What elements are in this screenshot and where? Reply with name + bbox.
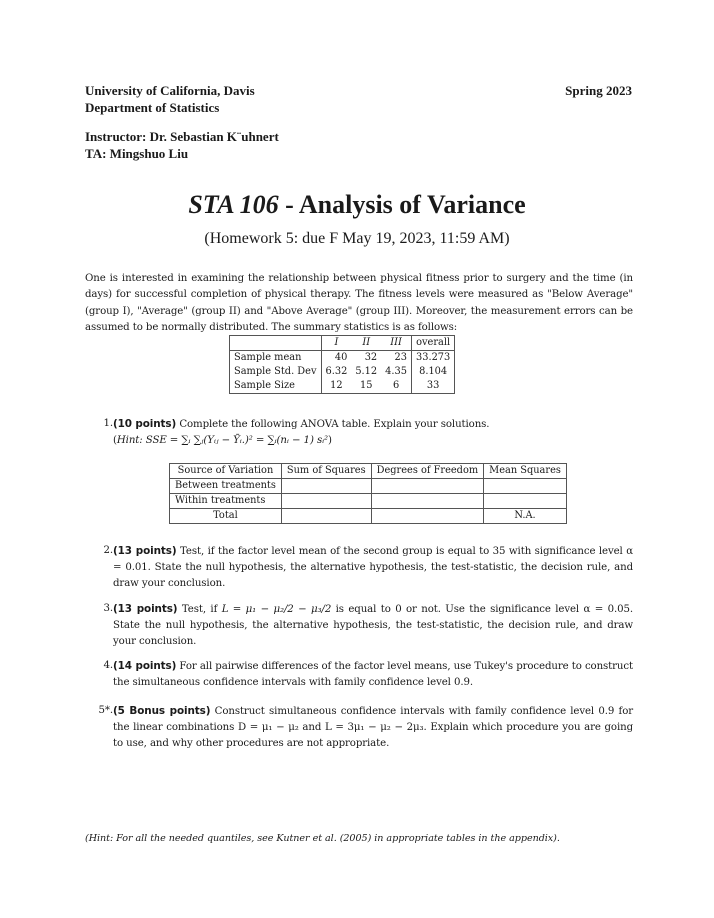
column-header: II (351, 336, 381, 351)
column-header: overall (411, 336, 454, 351)
question-number: 1. (103, 418, 113, 429)
table-cell (281, 509, 371, 524)
department-name: Department of Statistics (85, 100, 220, 115)
footer-hint: (Hint: For all the needed quantiles, see Kutner et al. (2005) in appropriate tables in the appendix). (85, 833, 560, 844)
header-left (85, 82, 255, 116)
anova-table (169, 463, 567, 524)
question-text-a: Test, if (181, 604, 222, 615)
question-points: (5 Bonus points) (113, 705, 211, 717)
table-cell (484, 479, 567, 494)
question-2 (85, 543, 633, 592)
table-corner (230, 336, 322, 351)
table-cell: 6.32 (325, 366, 348, 377)
row-label: Between treatments (170, 479, 282, 494)
course-name: Analysis of Variance (298, 190, 526, 219)
homework-subtitle: (Homework 5: due F May 19, 2023, 11:59 AM) (204, 230, 510, 247)
column-header: Source of Variation (170, 464, 282, 479)
term-label: Spring 2023 (565, 83, 632, 98)
question-points: (13 points) (113, 603, 178, 615)
column-header: Degrees of Freedom (371, 464, 484, 479)
table-cell (371, 509, 484, 524)
table-row (230, 351, 455, 366)
table-header-row (170, 464, 567, 479)
table-cell: 6 (381, 379, 411, 394)
table-cell: 33.273 (411, 351, 454, 366)
instructor-name: Instructor: Dr. Sebastian K¨uhnert (85, 129, 279, 144)
course-code: STA 106 (188, 190, 279, 219)
header-staff (85, 128, 279, 162)
ta-name: TA: Mingshuo Liu (85, 146, 189, 161)
table-cell (371, 494, 484, 509)
hint-formula: SSE = ∑ᵢ ∑ⱼ(Yᵢⱼ − Ȳᵢ.)² = ∑ᵢ(nᵢ − 1) sᵢ² (145, 435, 329, 446)
question-points: (14 points) (113, 660, 177, 672)
column-header: III (381, 336, 411, 351)
title-dash: - (278, 190, 299, 219)
table-cell: 4.35 (381, 365, 411, 379)
question-formula: L = μ₁ − μ₂/2 − μ₃/2 (221, 604, 332, 615)
question-4 (85, 658, 633, 691)
table-cell: 15 (351, 379, 381, 394)
table-row (230, 379, 455, 394)
table-cell: 33 (411, 379, 454, 394)
question-5-bonus (85, 703, 633, 752)
question-3 (85, 601, 633, 650)
row-label: Within treatments (170, 494, 282, 509)
question-text: Construct simultaneous confidence intervals with family confidence level 0.9 for the linear combinations D = μ₁ − μ₂ and L = 3μ₁ − μ₂ − 2μ₃. Explain which procedure you are going to use, and why other procedures are not appropriate. (113, 706, 633, 749)
question-number: 5*. (98, 705, 113, 716)
question-points: (13 points) (113, 545, 177, 557)
column-header: Mean Squares (484, 464, 567, 479)
table-cell (281, 494, 371, 509)
question-text: For all pairwise differences of the factor level means, use Tukey's procedure to construct the simultaneous confidence intervals with family confidence level 0.9. (113, 661, 633, 688)
row-label: Sample Std. Dev (230, 365, 322, 379)
summary-statistics-table (229, 335, 455, 394)
column-header: Sum of Squares (281, 464, 371, 479)
question-number: 4. (103, 660, 113, 671)
row-label: Total (170, 509, 282, 524)
page-title (0, 190, 714, 220)
table-cell: 40 (321, 351, 351, 366)
table-cell: 32 (351, 351, 381, 366)
question-text-b: is equal to 0 or not. Use the significance level α = 0.05. State the null hypothesis, the alternative hypothesis, the test-statistic, the decision rule, and draw your conclusion. (113, 604, 634, 647)
row-label: Sample mean (230, 351, 322, 366)
table-cell (371, 479, 484, 494)
table-cell: 12 (321, 379, 351, 394)
question-number: 3. (103, 603, 113, 614)
table-cell: 8.104 (411, 365, 454, 379)
university-name: University of California, Davis (85, 83, 255, 98)
question-points: (10 points) (113, 418, 177, 430)
table-cell (484, 494, 567, 509)
table-cell: 23 (381, 351, 411, 366)
table-row (170, 494, 567, 509)
row-label: Sample Size (230, 379, 322, 394)
question-1: 1. (10 points) Complete the following ANOVA table. Explain your solutions. (Hint: SSE = ∑ᵢ ∑ⱼ(Yᵢⱼ − Ȳᵢ.)² = ∑ᵢ(nᵢ − 1) sᵢ²) (85, 416, 633, 449)
question-number: 2. (103, 545, 113, 556)
hint-close: ) (328, 435, 332, 446)
problem-intro: One is interested in examining the relationship between physical fitness prior to surgery and the time (in days) for successful completion of physical therapy. The fitness levels were measured as "Below Average" (group I), "Average" (group II) and "Above Average" (group III). Moreover, the measurement errors can be assumed to be normally distributed. The summary statistics is as follows: (85, 273, 633, 333)
question-text: Test, if the factor level mean of the second group is equal to 35 with significance level α = 0.01. State the null hypothesis, the alternative hypothesis, the test-statistic, the decision rule, and draw your conclusion. (113, 546, 633, 589)
table-cell (281, 479, 371, 494)
column-header: I (321, 336, 351, 351)
hint-label: Hint: (116, 435, 143, 446)
table-cell: N.A. (484, 509, 567, 524)
table-cell: 5.12 (355, 366, 378, 377)
question-text: Complete the following ANOVA table. Explain your solutions. (179, 419, 490, 430)
table-row (170, 479, 567, 494)
table-row (230, 365, 455, 379)
table-row (170, 509, 567, 524)
